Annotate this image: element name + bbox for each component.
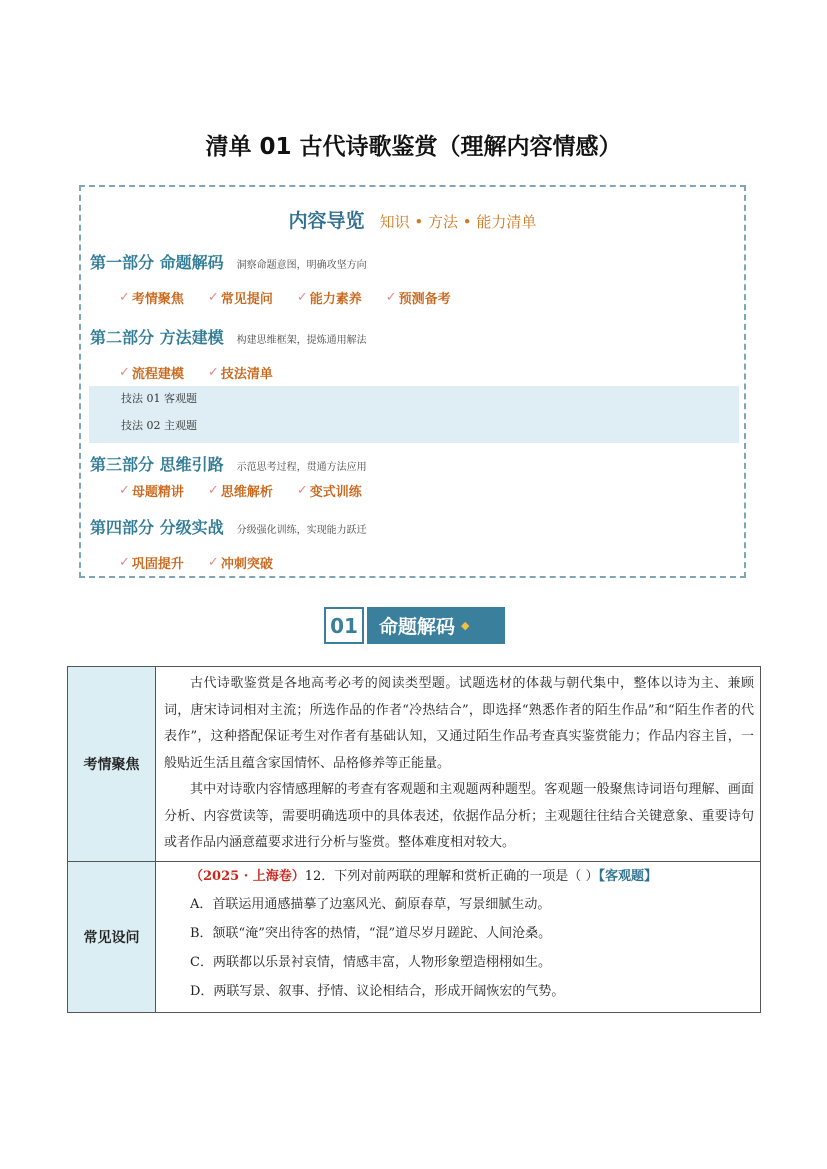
question-line xyxy=(164,864,754,890)
check-icon: ✓ xyxy=(207,555,219,570)
section-banner xyxy=(324,607,505,644)
tag-item[interactable]: ✓ 预测备考 xyxy=(385,290,451,307)
part-desc: 分级强化训练，实现能力跃迁 xyxy=(236,525,367,536)
tag-item[interactable]: ✓ 能力素养 xyxy=(296,290,362,307)
diamond-icon: ◆ xyxy=(461,619,470,632)
table-row xyxy=(68,667,761,862)
check-icon: ✓ xyxy=(119,365,130,380)
tag-item[interactable]: ✓ 流程建模 xyxy=(119,365,184,382)
row-content xyxy=(156,861,761,1012)
tag-item[interactable]: ✓ 母题精讲 xyxy=(119,483,184,500)
part-2-tags xyxy=(119,363,273,382)
part-desc: 构建思维框架，提炼通用解法 xyxy=(236,335,367,346)
part-title: 第二部分 方法建模 xyxy=(90,328,224,347)
tag-item[interactable]: ✓ 考情聚焦 xyxy=(119,290,184,307)
check-icon: ✓ xyxy=(207,483,219,498)
section-label: 命题解码 ◆ xyxy=(367,607,505,644)
skills-list xyxy=(89,386,739,443)
check-icon: ✓ xyxy=(119,290,130,305)
tag-item[interactable]: ✓ 思维解析 xyxy=(207,483,273,500)
overview-subheading: 知识 • 方法 • 能力清单 xyxy=(379,213,537,231)
tag-item[interactable]: ✓ 变式训练 xyxy=(296,483,362,500)
part-4 xyxy=(90,515,367,538)
tag-item[interactable]: ✓ 技法清单 xyxy=(207,365,273,382)
option: C．两联都以乐景衬哀情，情感丰富，人物形象塑造栩栩如生。 xyxy=(190,954,551,970)
part-1 xyxy=(90,250,367,273)
skill-item[interactable]: 技法 01 客观题 xyxy=(121,392,197,405)
row-label: 考情聚焦 xyxy=(68,667,156,862)
question-text: 12．下列对前两联的理解和赏析正确的一项是（ ） xyxy=(304,868,599,884)
part-4-tags xyxy=(119,553,273,572)
check-icon: ✓ xyxy=(207,290,219,305)
part-title: 第三部分 思维引路 xyxy=(90,455,224,474)
part-2 xyxy=(90,325,367,348)
table-row xyxy=(68,861,761,1012)
overview-heading: 内容导览 xyxy=(288,210,365,232)
check-icon: ✓ xyxy=(207,365,219,380)
paragraph: 其中对诗歌内容情感理解的考查有客观题和主观题两种题型。客观题一般聚焦诗词语句理解、画面分析、内容赏读等，需要明确选项中的具体表述，依据作品分析；主观题往往结合关键意象、重要诗句或者作品内涵意蕴要求进行分析与鉴赏。整体难度相对较大。 xyxy=(164,782,754,850)
question-source: （2025 · 上海卷） xyxy=(190,868,305,884)
check-icon: ✓ xyxy=(119,483,130,498)
part-title: 第一部分 命题解码 xyxy=(90,253,224,272)
part-title: 第四部分 分级实战 xyxy=(90,518,224,537)
analysis-table xyxy=(67,666,761,1013)
paragraph: 古代诗歌鉴赏是各地高考必考的阅读类型题。试题选材的体裁与朝代集中，整体以诗为主、兼顾词，唐宋诗词相对主流；所选作品的作者“冷热结合”，即选择“熟悉作者的陌生作品”和“陌生作者的代表作”，这种搭配保证考生对作者有基础认知，又通过陌生作品考查真实鉴赏能力；作品内容主旨，一般贴近生活且蕴含家国情怀、品格修养等正能量。 xyxy=(164,676,754,771)
tag-item[interactable]: ✓ 冲刺突破 xyxy=(207,555,273,572)
row-label: 常见设问 xyxy=(68,861,156,1012)
section-number: 01 xyxy=(324,607,364,644)
part-desc: 示范思考过程，贯通方法应用 xyxy=(236,462,367,473)
check-icon: ✓ xyxy=(385,290,397,305)
page-title: 清单 01 古代诗歌鉴赏（理解内容情感） xyxy=(205,134,622,160)
question-tag: 【客观题】 xyxy=(598,868,657,884)
skill-item[interactable]: 技法 02 主观题 xyxy=(121,419,197,432)
option: D．两联写景、叙事、抒情、议论相结合，形成开阔恢宏的气势。 xyxy=(190,983,565,999)
option: B．颔联“淹”突出待客的热情，“混”道尽岁月蹉跎、人间沧桑。 xyxy=(190,925,552,941)
tag-item[interactable]: ✓ 常见提问 xyxy=(207,290,273,307)
option: A．首联运用通感描摹了边塞风光、蓟原春草，写景细腻生动。 xyxy=(190,896,551,912)
part-3 xyxy=(90,452,367,475)
part-desc: 洞察命题意图，明确攻坚方向 xyxy=(236,260,367,271)
tag-item[interactable]: ✓ 巩固提升 xyxy=(119,555,184,572)
part-3-tags xyxy=(119,481,362,500)
overview-header xyxy=(81,206,744,233)
check-icon: ✓ xyxy=(296,290,308,305)
row-content xyxy=(156,667,761,862)
content-overview-box xyxy=(79,185,746,578)
check-icon: ✓ xyxy=(119,555,130,570)
part-1-tags xyxy=(119,288,451,307)
check-icon: ✓ xyxy=(296,483,308,498)
